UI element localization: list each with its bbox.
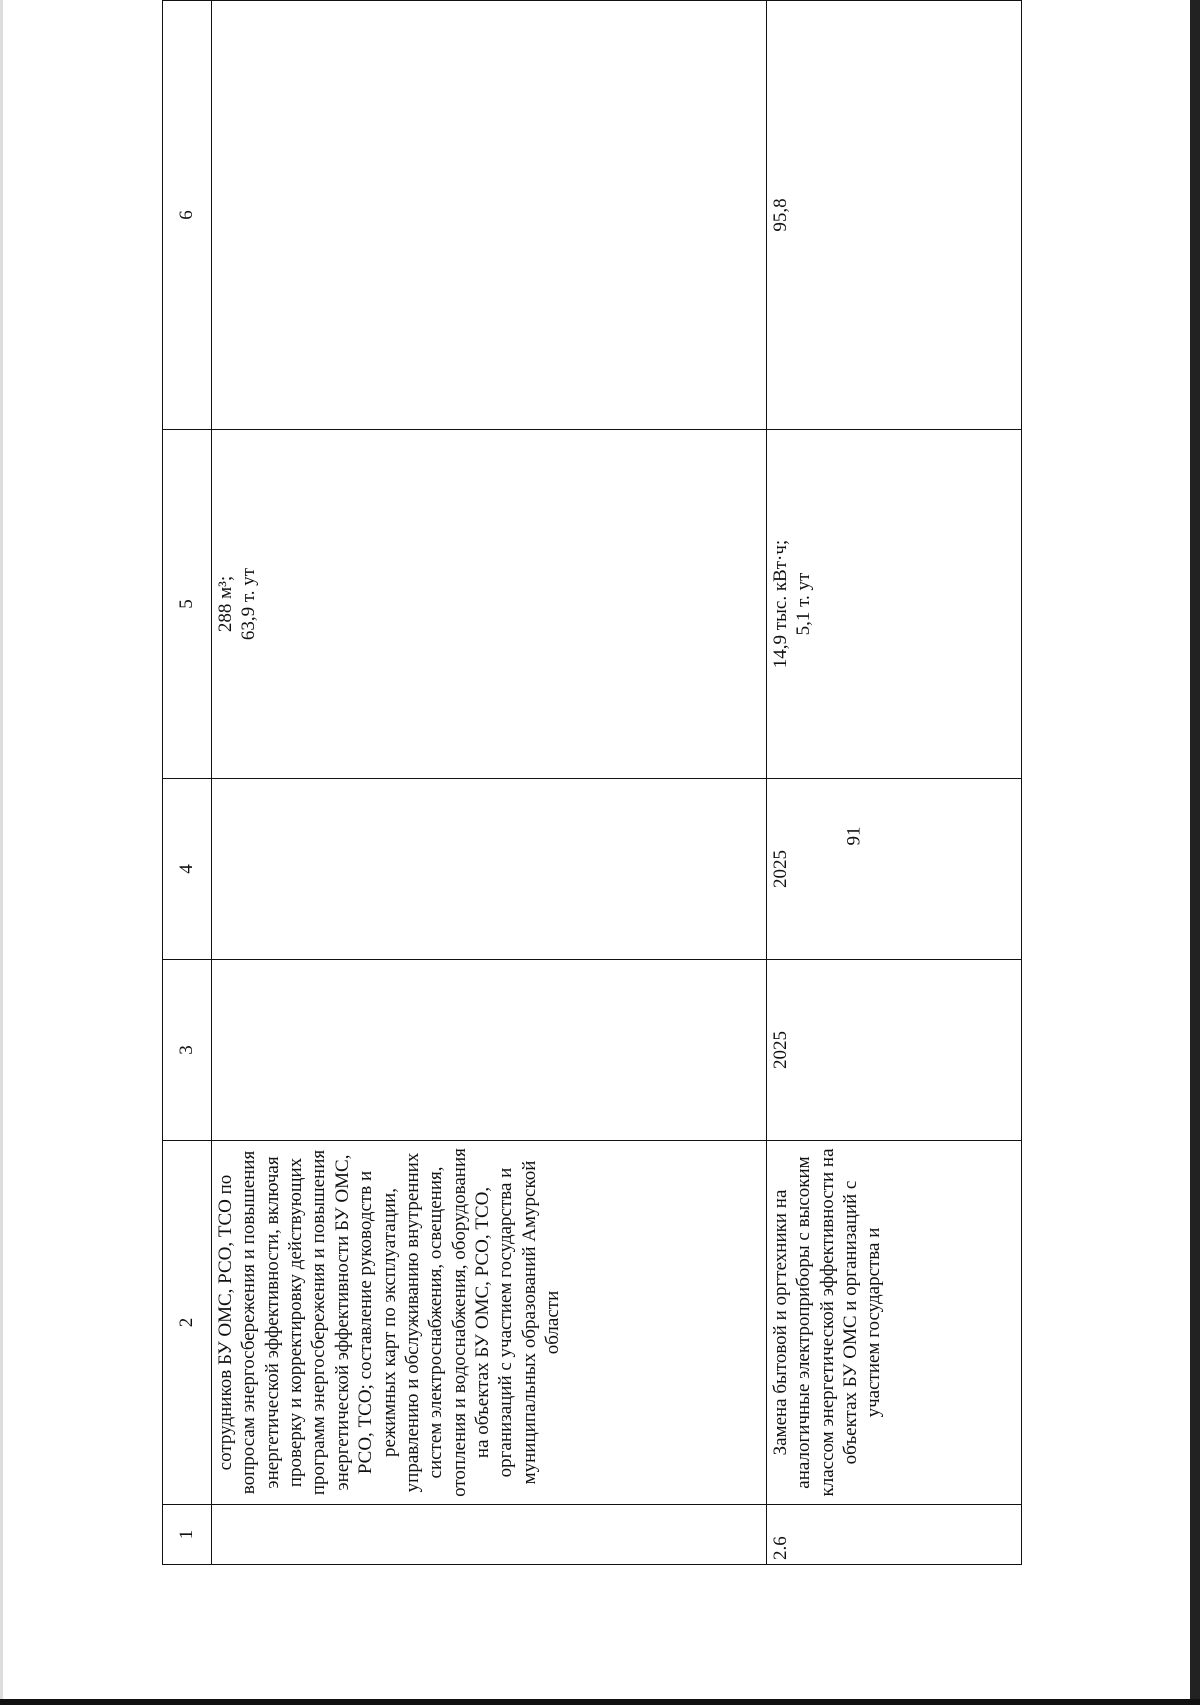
rotated-table-wrapper [162,123,1022,1565]
effect-line-1: 288 м³; [215,575,236,633]
row-effect [212,430,767,779]
header-col-4: 4 [163,779,212,960]
table-row [212,1,767,1565]
effect-line-1: 14,9 тыс. кВт·ч; [770,539,791,669]
row-cost: 95,8 [767,1,1022,430]
row-cost [212,1,767,430]
scan-edge-left [0,0,3,1705]
table-row [767,1,1022,1565]
row-end-year [212,779,767,960]
page-number: 91 [843,826,865,846]
row-end-year: 2025 [767,779,1022,960]
header-col-3: 3 [163,960,212,1141]
scan-edge-bottom [0,1699,1200,1705]
row-number: 2.6 [767,1505,1022,1565]
header-col-5: 5 [163,430,212,779]
row-description: Замена бытовой и оргтехники на аналогичные электроприборы с высоким классом энергетической эффективности на объектах БУ ОМС и организаций с участием государства и [767,1141,1022,1505]
header-col-1: 1 [163,1505,212,1565]
effect-line-2: 5,1 т. ут [793,572,815,636]
effect-line-2: 63,9 т. ут [238,567,260,641]
header-col-2: 2 [163,1141,212,1505]
header-row [163,1,212,1565]
row-start-year [212,960,767,1141]
table-container [162,123,1022,1565]
header-col-6: 6 [163,1,212,430]
scan-edge-right [1190,0,1200,1705]
measures-table [162,0,1022,1565]
row-description: сотрудников БУ ОМС, РСО, ТСО по вопросам энергосбережения и повышения энергетической эффективности, включая проверку и корректировку действующих программ энергосбережения и повышения энергетической эффективности БУ ОМС, РСО, ТСО; составление руководств и режимных карт по эксплуатации, управлению и обслуживанию внутренних систем электроснабжения, освещения, отопления и водоснабжения, оборудования на объектах БУ ОМС, РСО, ТСО, организаций с участием государства и муниципальных образований Амурской области [212,1141,767,1505]
row-effect [767,430,1022,779]
row-number [212,1505,767,1565]
row-start-year: 2025 [767,960,1022,1141]
